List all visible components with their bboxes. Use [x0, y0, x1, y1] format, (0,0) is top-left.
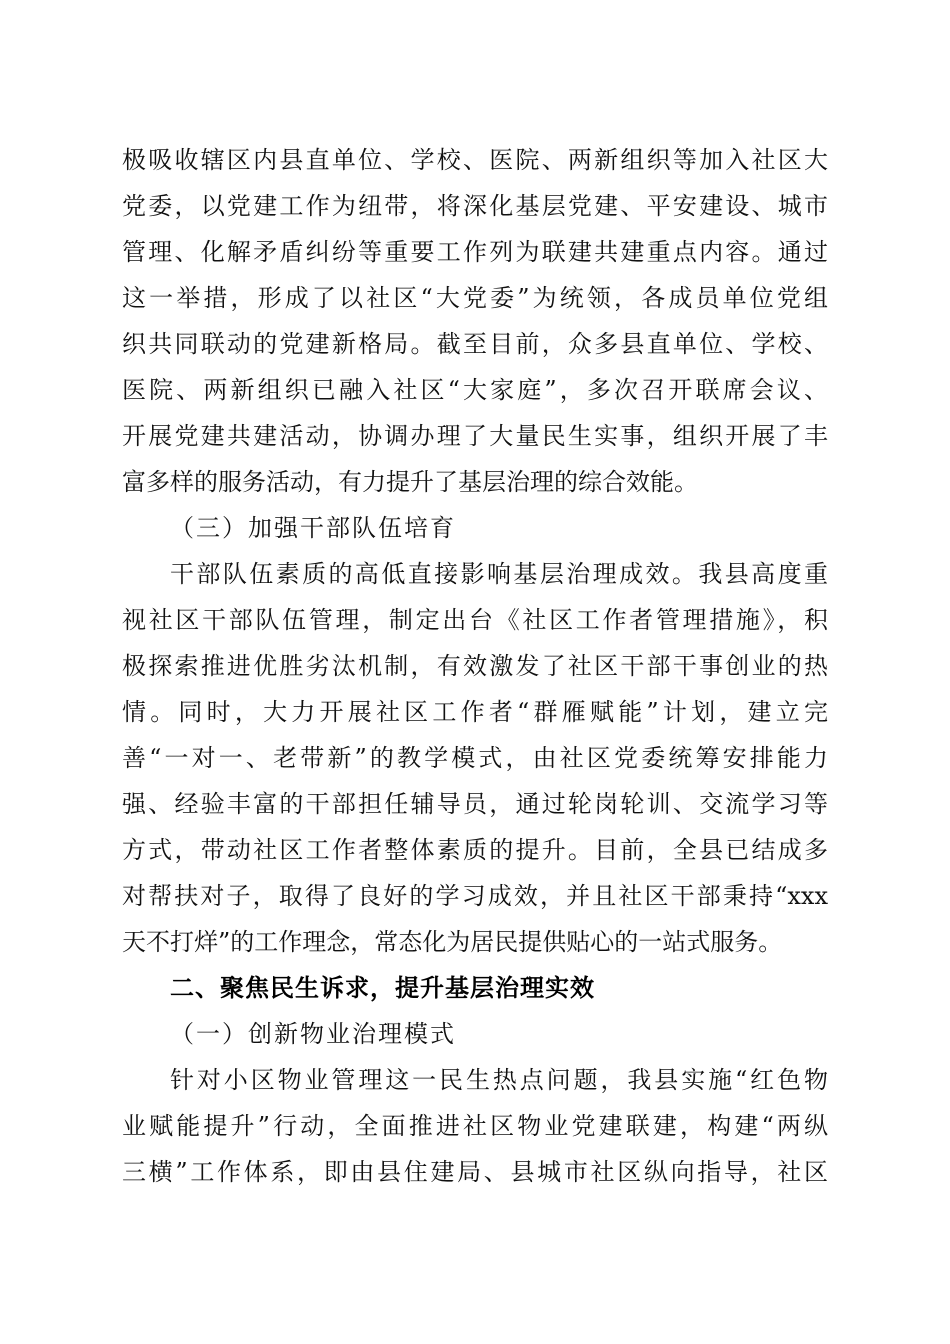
body-text-line: 方式，带动社区工作者整体素质的提升。目前，全县已结成多 [122, 836, 828, 864]
body-text-line: 干部队伍素质的高低直接影响基层治理成效。我县高度重 [170, 560, 828, 588]
body-text-line: 管理、化解矛盾纠纷等重要工作列为联建共建重点内容。通过 [122, 238, 828, 266]
body-text-line: 善“一对一、老带新”的教学模式，由社区党委统筹安排能力 [122, 744, 828, 772]
section-subheading: （一）创新物业治理模式 [170, 1020, 456, 1048]
body-text-line: 强、经验丰富的干部担任辅导员，通过轮岗轮训、交流学习等 [122, 790, 828, 818]
body-text-line: 党委，以党建工作为纽带，将深化基层党建、平安建设、城市 [122, 192, 828, 220]
body-text-line: 富多样的服务活动，有力提升了基层治理的综合效能。 [122, 468, 698, 496]
body-text-line: 对帮扶对子，取得了良好的学习成效，并且社区干部秉持“xxx [122, 882, 828, 910]
section-subheading: （三）加强干部队伍培育 [170, 514, 456, 542]
body-text-line: 极吸收辖区内县直单位、学校、医院、两新组织等加入社区大 [122, 146, 828, 174]
body-text-line: 织共同联动的党建新格局。截至目前，众多县直单位、学校、 [122, 330, 828, 358]
body-text-line: 情。同时，大力开展社区工作者“群雁赋能”计划，建立完 [122, 698, 828, 726]
body-text-line: 三横”工作体系，即由县住建局、县城市社区纵向指导，社区 [122, 1158, 828, 1186]
body-text-line: 天不打烊”的工作理念，常态化为居民提供贴心的一站式服务。 [122, 928, 783, 956]
body-text-line: 视社区干部队伍管理，制定出台《社区工作者管理措施》，积 [122, 606, 828, 634]
body-text-line: 开展党建共建活动，协调办理了大量民生实事，组织开展了丰 [122, 422, 828, 450]
body-text-line: 这一举措，形成了以社区“大党委”为统领，各成员单位党组 [122, 284, 828, 312]
body-text-line: 针对小区物业管理这一民生热点问题，我县实施“红色物 [170, 1066, 828, 1094]
body-text-line: 医院、两新组织已融入社区“大家庭”，多次召开联席会议、 [122, 376, 828, 404]
body-text-line: 业赋能提升”行动，全面推进社区物业党建联建，构建“两纵 [122, 1112, 828, 1140]
body-text-line: 极探索推进优胜劣汰机制，有效激发了社区干部干事创业的热 [122, 652, 828, 680]
section-heading: 二、聚焦民生诉求，提升基层治理实效 [170, 974, 595, 1002]
